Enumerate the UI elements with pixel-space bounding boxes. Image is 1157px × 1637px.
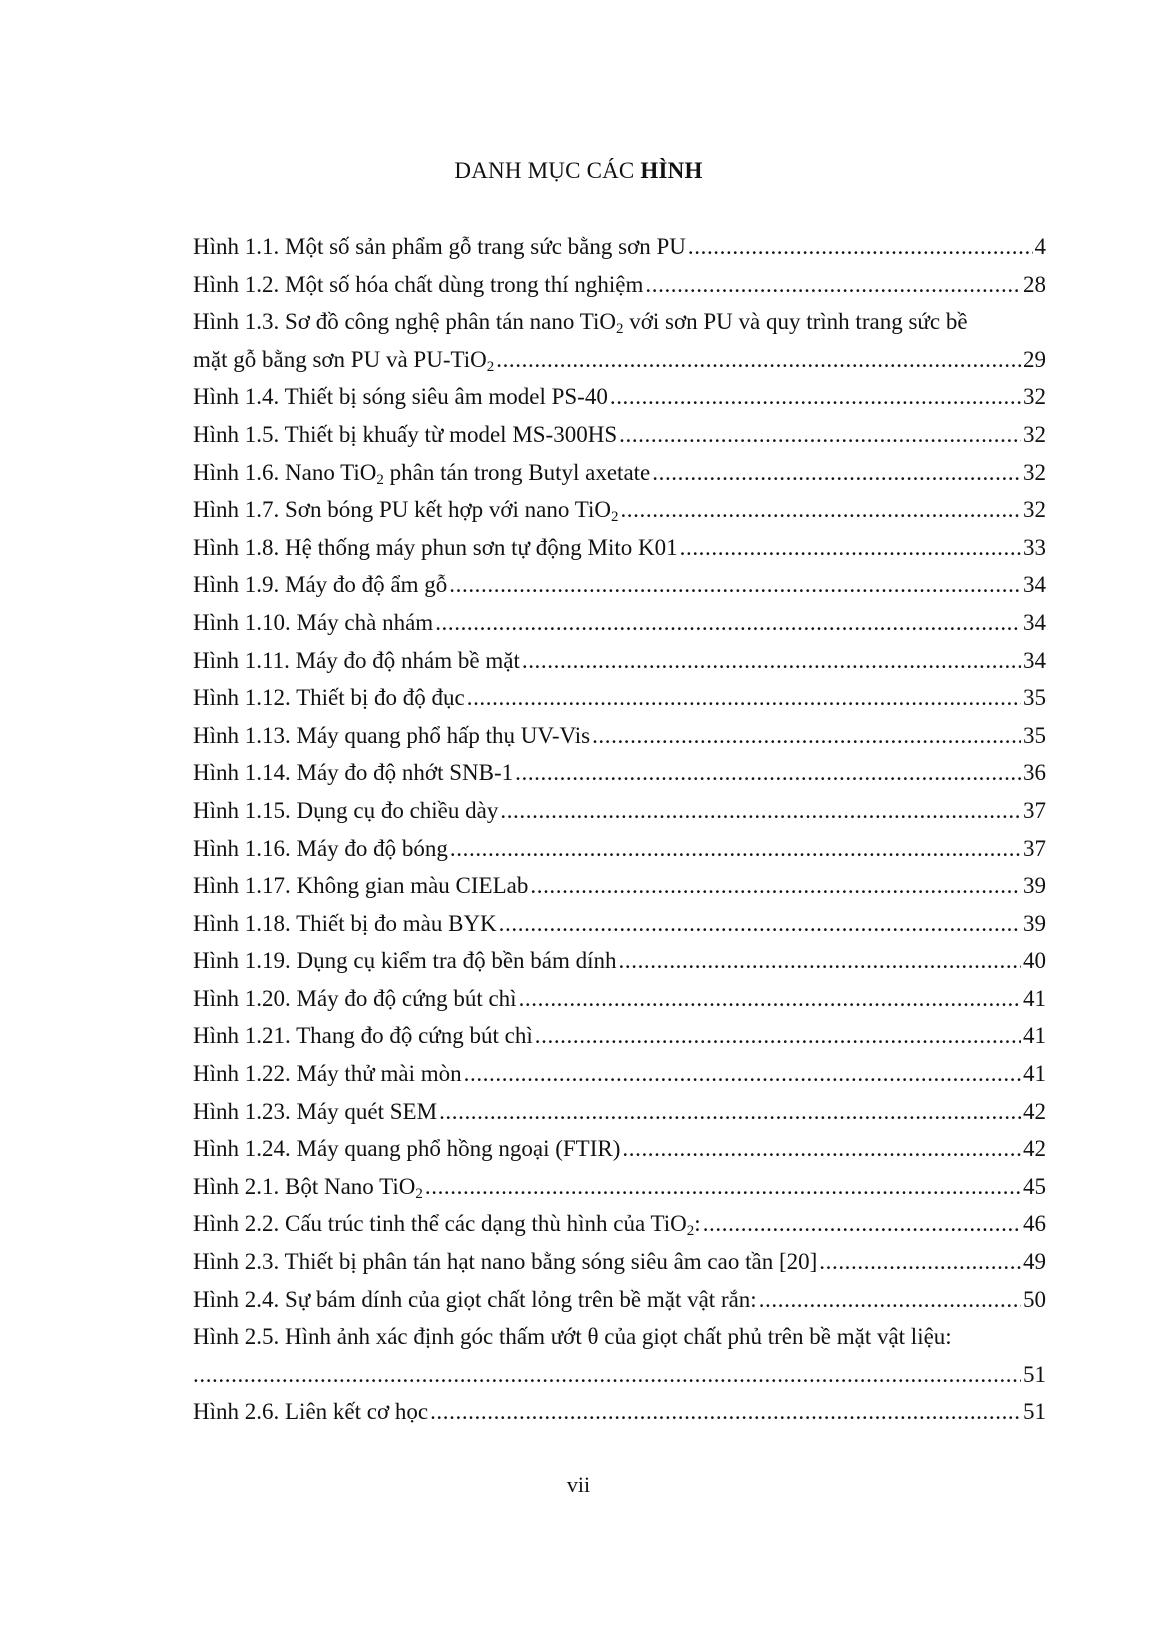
dot-leader [515,754,1021,792]
entry-label: Hình 1.10. Máy chà nhám [193,609,434,635]
toc-entry[interactable] [193,792,1046,830]
entry-label-line1: Hình 1.3. Sơ đồ công nghệ phân tán nano TiO$_2$ với sơn PU và quy trình trang sức bề [193,309,968,338]
entry-page: 39 [1023,910,1046,936]
entry-label: Hình 1.19. Dụng cụ kiểm tra độ bền bám dính [193,948,617,974]
entry-page: 40 [1023,948,1046,974]
dot-leader [425,1168,1021,1206]
toc-entry[interactable] [193,942,1046,980]
entry-page: 41 [1023,1061,1046,1087]
toc-entry[interactable] [193,1055,1046,1093]
dot-leader [435,604,1021,642]
toc-entry[interactable] [193,980,1046,1018]
entry-label: Hình 2.2. Cấu trúc tinh thể các dạng thù hình của TiO$_2$: [193,1211,701,1240]
toc-entry[interactable] [193,754,1046,792]
dot-leader [449,566,1021,604]
dot-leader [535,1017,1021,1055]
entry-page: 45 [1023,1173,1046,1199]
toc-entry[interactable] [193,905,1046,943]
entry-page: 46 [1023,1211,1046,1237]
dot-leader [645,266,1021,304]
entry-page: 37 [1023,835,1046,861]
entry-label: Hình 1.4. Thiết bị sóng siêu âm model PS-40 [193,384,608,410]
dot-leader [680,529,1021,567]
entry-page: 42 [1023,1136,1046,1162]
dot-leader [193,1356,1021,1394]
dot-leader [496,341,1021,379]
toc-entry[interactable] [193,642,1046,680]
entry-label: Hình 1.14. Máy đo độ nhớt SNB-1 [193,760,514,786]
title-bold: HÌNH [640,158,703,183]
entry-page: 4 [1034,234,1046,259]
toc-entry[interactable] [193,1093,1046,1131]
entry-page: 39 [1023,873,1046,899]
entry-label: Hình 1.6. Nano TiO$_2$ phân tán trong Butyl axetate [193,459,651,488]
dot-leader [499,905,1021,943]
toc-entry[interactable] [193,1243,1046,1281]
page-title [0,158,1157,184]
entry-label: Hình 1.15. Dụng cụ đo chiều dày [193,797,499,823]
entry-page: 28 [1023,271,1046,297]
entry-page: 29 [1023,346,1046,372]
toc-entry[interactable] [193,303,1046,378]
toc-entry[interactable] [193,1130,1046,1168]
entry-label-line2: mặt gỗ bằng sơn PU và PU-TiO$_2$ [193,346,495,375]
entry-page: 34 [1023,609,1046,635]
toc-entry[interactable] [193,604,1046,642]
entry-page: 32 [1023,497,1046,523]
dot-leader [622,1130,1021,1168]
toc-entry[interactable] [193,266,1046,304]
dot-leader [688,228,1033,266]
toc-entry[interactable] [193,566,1046,604]
dot-leader [620,491,1021,529]
entry-label: Hình 1.21. Thang đo độ cứng bút chì [193,1023,533,1049]
entry-label: Hình 2.1. Bột Nano TiO$_2$ [193,1173,423,1202]
entry-label: Hình 1.11. Máy đo độ nhám bề mặt [193,647,520,673]
entry-label: Hình 1.24. Máy quang phổ hồng ngoại (FTIR) [193,1136,621,1162]
dot-leader [819,1243,1021,1281]
toc-entry[interactable] [193,1281,1046,1319]
toc-entry[interactable] [193,830,1046,868]
entry-page: 41 [1023,985,1046,1011]
entry-label: Hình 1.1. Một số sản phẩm gỗ trang sức bằng sơn PU [193,234,686,259]
dot-leader [450,830,1021,868]
dot-leader [592,717,1021,755]
entry-label: Hình 1.13. Máy quang phổ hấp thụ UV-Vis [193,722,591,748]
entry-label: Hình 1.8. Hệ thống máy phun sơn tự động Mito K01 [193,534,678,560]
entry-page: 34 [1023,647,1046,673]
dot-leader [500,792,1021,830]
toc-entry[interactable] [193,867,1046,905]
toc-entry[interactable] [193,679,1046,717]
dot-leader [652,454,1021,492]
dot-leader [522,642,1021,680]
entry-page: 51 [1023,1361,1046,1387]
toc-entry[interactable] [193,378,1046,416]
dot-leader [619,416,1021,454]
toc-entry[interactable] [193,454,1046,492]
entry-label: Hình 1.22. Máy thử mài mòn [193,1061,462,1087]
dot-leader [610,378,1021,416]
entry-page: 32 [1023,421,1046,447]
entry-label: Hình 1.16. Máy đo độ bóng [193,835,448,861]
entry-label: Hình 2.6. Liên kết cơ học [193,1399,429,1425]
figure-list [193,228,1046,1431]
entry-page: 33 [1023,534,1046,560]
dot-leader [759,1281,1021,1319]
entry-label: Hình 1.23. Máy quét SEM [193,1098,438,1124]
dot-leader [703,1205,1021,1243]
entry-page: 32 [1023,459,1046,485]
entry-page: 37 [1023,797,1046,823]
entry-label: Hình 2.3. Thiết bị phân tán hạt nano bằng sóng siêu âm cao tần [20] [193,1249,818,1275]
entry-label: Hình 1.9. Máy đo độ ẩm gỗ [193,572,448,598]
entry-label-line1: Hình 2.5. Hình ảnh xác định góc thấm ướt θ của giọt chất phủ trên bề mặt vật liệu: [193,1324,952,1350]
dot-leader [439,1093,1021,1131]
entry-page: 49 [1023,1249,1046,1275]
toc-entry[interactable] [193,717,1046,755]
entry-page: 36 [1023,760,1046,786]
toc-entry[interactable] [193,491,1046,529]
dot-leader [467,679,1021,717]
toc-entry[interactable] [193,529,1046,567]
entry-label: Hình 1.5. Thiết bị khuấy từ model MS-300HS [193,421,618,447]
page-number: vii [566,1472,591,1497]
entry-page: 42 [1023,1098,1046,1124]
entry-label: Hình 1.17. Không gian màu CIELab [193,873,529,899]
toc-entry[interactable] [193,416,1046,454]
toc-entry[interactable] [193,1393,1046,1431]
dot-leader [464,1055,1021,1093]
entry-label: Hình 1.7. Sơn bóng PU kết hợp với nano TiO$_2$ [193,497,619,526]
dot-leader [619,942,1021,980]
dot-leader [430,1393,1021,1431]
toc-entry[interactable] [193,228,1046,266]
entry-label: Hình 1.12. Thiết bị đo độ đục [193,685,465,711]
dot-leader [530,867,1021,905]
entry-label: Hình 2.4. Sự bám dính của giọt chất lỏng trên bề mặt vật rắn: [193,1286,757,1312]
entry-page: 50 [1023,1286,1046,1312]
entry-label: Hình 1.20. Máy đo độ cứng bút chì [193,985,517,1011]
entry-label: Hình 1.18. Thiết bị đo màu BYK [193,910,497,936]
dot-leader [519,980,1021,1018]
entry-page: 41 [1023,1023,1046,1049]
title-prefix: DANH MỤC CÁC [454,158,641,183]
entry-label: Hình 1.2. Một số hóa chất dùng trong thí nghiệm [193,271,644,297]
entry-page: 35 [1023,685,1046,711]
toc-entry[interactable] [193,1168,1046,1206]
toc-entry[interactable] [193,1205,1046,1243]
entry-page: 35 [1023,722,1046,748]
entry-page: 34 [1023,572,1046,598]
toc-entry[interactable] [193,1318,1046,1393]
toc-entry[interactable] [193,1017,1046,1055]
entry-page: 51 [1023,1399,1046,1425]
entry-page: 32 [1023,384,1046,410]
